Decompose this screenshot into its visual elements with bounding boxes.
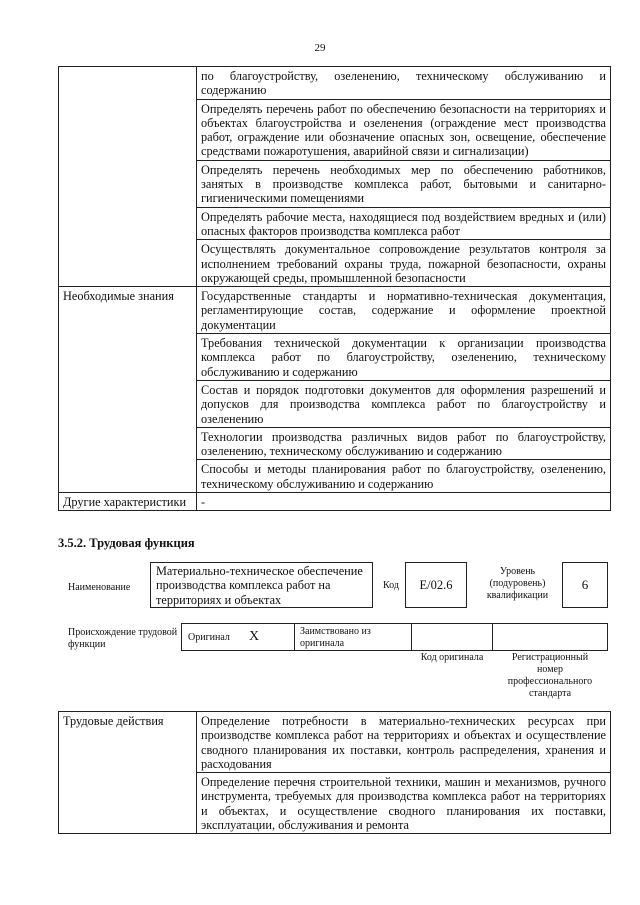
code-value: E/02.6	[419, 578, 453, 592]
page-number: 29	[314, 42, 326, 54]
original-label: Оригинал	[188, 632, 230, 643]
original-mark: X	[249, 629, 260, 644]
other-label: Другие характеристики	[59, 493, 197, 511]
reg-number-box	[492, 623, 608, 651]
skills-knowledge-table	[58, 66, 611, 511]
table-row	[59, 67, 611, 100]
table-cell: Способы и методы планирования работ по благоустройству, озеленению, техническому обслуживанию и содержанию	[197, 460, 611, 493]
origin-code-box	[411, 623, 493, 651]
table-cell: Государственные стандарты и нормативно-техническая документация, регламентирующие состав, содержание и оформление проектной документации	[197, 287, 611, 334]
table-row	[59, 493, 611, 511]
table-cell: Определение потребности в материально-технических ресурсах при производстве комплекса работ на территориях и объектах и осуществление сводного планирования их поставки, контроль распределения, хранения и расходования	[197, 712, 611, 773]
code-label: Код	[383, 580, 399, 591]
name-label: Наименование	[68, 582, 131, 593]
table-cell: Определять перечень работ по обеспечению безопасности на территориях и объектах благоустройства и озеленения (ограждение мест производства работ, ограждение или обозначение опасных зон, освещение, обеспечение средствами пожаротушения, аварийной связи и сигнализации)	[197, 99, 611, 160]
actions-label: Трудовые действия	[59, 712, 197, 834]
table-cell: по благоустройству, озеленению, техническому обслуживанию и содержанию	[197, 67, 611, 100]
reg-number-label: Регистрационный номер профессионального стандарта	[507, 652, 593, 699]
origin-code-label: Код оригинала	[420, 652, 484, 663]
table-cell: Определять перечень необходимых мер по обеспечению работников, занятых в производстве комплекса работ, бытовыми и санитарно-гигиеническими помещениями	[197, 160, 611, 207]
borrowed-label: Заимствовано из оригинала	[300, 626, 371, 649]
table-cell: Состав и порядок подготовки документов для оформления разрешений и допусков для производства комплекса работ по благоустройству и озеленению	[197, 380, 611, 427]
table-cell: Технологии производства различных видов работ по благоустройству, озеленению, техническому обслуживанию и содержанию	[197, 427, 611, 460]
level-label: Уровень (подуровень) квалификации	[486, 566, 549, 601]
level-value-box	[562, 562, 608, 608]
origin-label: Происхождение трудовой функции	[68, 627, 178, 650]
table-row	[59, 712, 611, 773]
other-value: -	[197, 493, 611, 511]
function-name-value: Материально-техническое обеспечение производства комплекса работ на территориях и объектах	[156, 564, 363, 607]
table-cell: Осуществлять документальное сопровождение результатов контроля за исполнением требований охраны труда, пожарной безопасности, охраны окружающей среды, промышленной безопасности	[197, 240, 611, 287]
borrowed-box	[294, 623, 412, 651]
original-box	[181, 623, 295, 651]
function-name-box	[150, 562, 373, 608]
section-heading: 3.5.2. Трудовая функция	[58, 536, 195, 550]
table-cell: Определять рабочие места, находящиеся под воздействием вредных и (или) опасных факторов производства комплекса работ	[197, 207, 611, 240]
table-cell: Определение перечня строительной техники, машин и механизмов, ручного инструмента, требуемых для производства комплекса работ на территориях и объектах, и осуществление сводного планирования их поставки, эксплуатации, обслуживания и ремонта	[197, 773, 611, 834]
labor-actions-table	[58, 711, 611, 834]
code-value-box	[405, 562, 467, 608]
table-cell: Требования технической документации к организации производства комплекса работ по благоустройству, озеленению, техническому обслуживанию и содержанию	[197, 334, 611, 381]
knowledge-label: Необходимые знания	[59, 287, 197, 493]
empty-label-cell	[59, 67, 197, 287]
table-row	[59, 287, 611, 334]
level-value: 6	[581, 577, 589, 592]
